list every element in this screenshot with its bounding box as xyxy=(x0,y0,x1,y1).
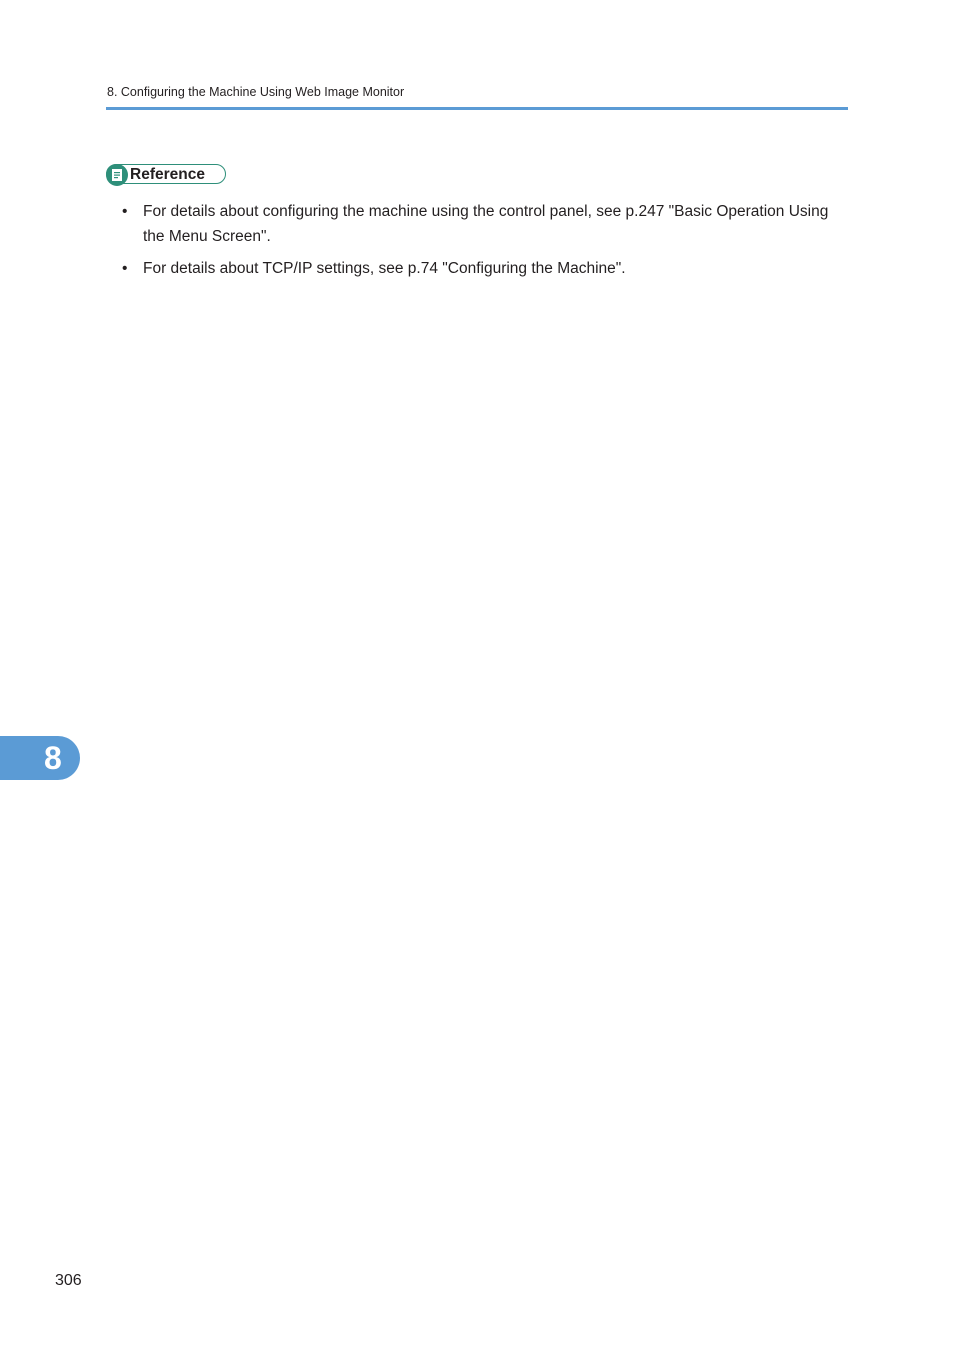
running-header: 8. Configuring the Machine Using Web Image Monitor xyxy=(107,85,405,99)
reference-item-text: For details about TCP/IP settings, see p.74 "Configuring the Machine". xyxy=(143,260,626,277)
chapter-tab xyxy=(0,736,80,780)
document-icon xyxy=(106,164,128,186)
chapter-number: 8 xyxy=(44,740,62,776)
header-rule xyxy=(106,107,848,110)
reference-badge xyxy=(106,164,226,184)
bullet: • xyxy=(122,260,128,277)
page-number: 306 xyxy=(55,1272,82,1289)
list-item xyxy=(120,256,830,281)
reference-list xyxy=(120,199,830,288)
list-item xyxy=(120,199,830,249)
reference-label: Reference xyxy=(130,166,205,183)
reference-item-text: For details about configuring the machine using the control panel, see p.247 "Basic Operation Using the Menu Screen". xyxy=(143,203,829,245)
bullet: • xyxy=(122,203,128,220)
